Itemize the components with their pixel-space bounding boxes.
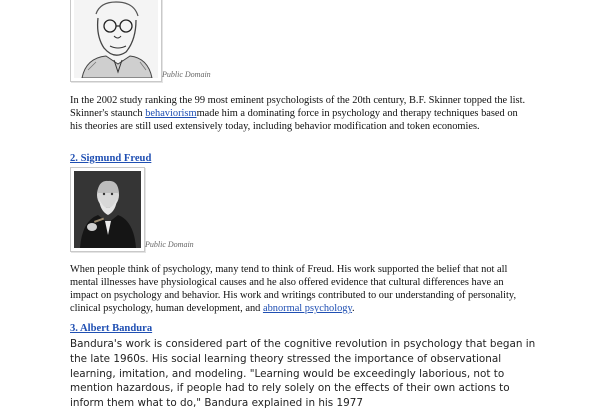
skinner-image-frame xyxy=(70,0,162,82)
skinner-paragraph-intro: In the 2002 study ranking the 99 most eminent psychologists of the 20th century, B.F. Skinner topped the list. Skinner's staunch xyxy=(70,95,526,120)
freud-paragraph xyxy=(70,263,532,315)
behaviorism-link[interactable]: behaviorism xyxy=(145,108,197,120)
skinner-portrait-image xyxy=(74,0,158,78)
skinner-image-caption: Public Domain xyxy=(162,70,211,79)
freud-paragraph-end: . xyxy=(352,303,355,315)
freud-portrait-image xyxy=(74,171,141,248)
abnormal-psychology-link[interactable]: abnormal psychology xyxy=(262,303,353,315)
albert-bandura-heading-link[interactable]: 3. Albert Bandura xyxy=(70,323,153,334)
freud-paragraph-main: When people think of psychology, many tend to think of Freud. His work supported the belief that not all mental illnesses have physiological causes and he also offered evidence that cultural differences have an impact on psychology and behavior. His work and writings contributed to our understanding of personality, clinical psychology, human development, and xyxy=(70,264,517,315)
skinner-paragraph xyxy=(70,94,530,133)
bandura-paragraph: Bandura's work is considered part of the cognitive revolution in psychology that began in the late 1960s. His social learning theory stressed the importance of observational learning, imitation, and modeling. "Learning would be exceedingly laborious, not to mention hazardous, if people had to rely solely on the effects of their own actions to inform them what to do," Bandura explained in his 1977 xyxy=(70,338,536,410)
skinner-paragraph-rest: made him a dominating force in psychology and therapy techniques based on his theories are still used extensively today, including behavior modification and token economies. xyxy=(70,108,518,133)
freud-image-caption: Public Domain xyxy=(145,240,194,249)
freud-image-frame xyxy=(70,167,145,252)
sigmund-freud-heading-link[interactable]: 2. Sigmund Freud xyxy=(70,153,152,164)
